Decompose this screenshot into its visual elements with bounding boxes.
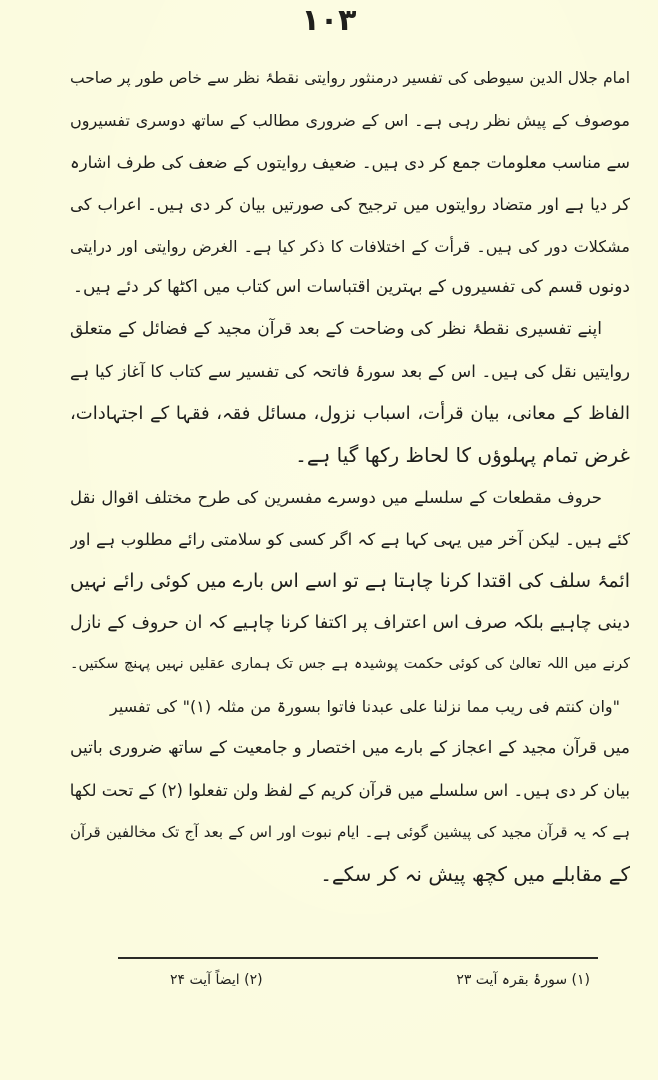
text-line: امام جلال الدین سیوطی کی تفسیر درمنثور روایتی نقطۂ نظر سے خاص طور پر صاحب <box>70 69 630 87</box>
text-line: الفاظ کے معانی، بیان قرأت، اسباب نزول، مسائل فقہ، فقہا کے اجتہادات، <box>70 403 630 425</box>
text-line: موصوف کے پیش نظر رہی ہے۔ اس کے ضروری مطالب کے ساتھ دوسری تفسیروں <box>70 110 630 130</box>
text-line: مشکلات دور کی ہیں۔ قرأت کے اختلافات کا ذکر کیا ہے۔ الغرض روایتی اور درایتی <box>70 236 630 256</box>
text-line: ائمۂ سلف کی اقتدا کرنا چاہتا ہے تو اسے اس بارے میں کوئی رائے نہیں <box>70 569 630 592</box>
footnote-1: (۱) سورۂ بقرہ آیت ۲۳ <box>456 972 590 988</box>
text-line: دونوں قسم کی تفسیروں کے بہترین اقتباسات اس کتاب میں اکٹھا کر دئے ہیں۔ <box>73 277 630 298</box>
footnote-2: (۲) ایضاً آیت ۲۴ <box>170 972 263 988</box>
text-line: میں قرآن مجید کے اعجاز کے بارے میں اختصار و جامعیت کے ساتھ ضروری باتیں <box>70 738 630 759</box>
text-line: دینی چاہیے بلکہ صرف اس اعتراف پر اکتفا کرنا چاہیے کہ ان حروف کے نازل <box>70 612 630 633</box>
text-line: سے مناسب معلومات جمع کر دی ہیں۔ ضعیف روایتوں کے ضعف کی طرف اشارہ <box>70 152 630 172</box>
page-body <box>70 58 630 896</box>
footnote-divider <box>118 957 598 959</box>
text-line: ہے کہ یہ قرآن مجید کی پیشین گوئی ہے۔ ایام نبوت اور اس کے بعد آج تک مخالفین قرآن <box>70 823 630 842</box>
text-line: کرنے میں اللہ تعالیٰ کی کوئی حکمت پوشیدہ ہے جس تک ہماری عقلیں نہیں پہنچ سکتیں۔ <box>70 656 630 673</box>
page-number: ١٠٣ <box>301 3 357 38</box>
text-line: بیان کر دی ہیں۔ اس سلسلے میں قرآن کریم کے لفظ ولن تفعلوا (۲) کے تحت لکھا <box>70 781 630 801</box>
text-line: غرض تمام پہلوؤں کا لحاظ رکھا گیا ہے۔ <box>295 443 630 468</box>
text-line: اپنے تفسیری نقطۂ نظر کی وضاحت کے بعد قرآن مجید کے فضائل کے متعلق <box>70 319 602 340</box>
text-line: حروف مقطعات کے سلسلے میں دوسرے مفسرین کی طرح مختلف اقوال نقل <box>70 487 602 507</box>
footnotes <box>170 968 590 992</box>
text-line: کے مقابلے میں کچھ پیش نہ کر سکے۔ <box>320 861 630 886</box>
text-line: روایتیں نقل کی ہیں۔ اس کے بعد سورۂ فاتحہ کی تفسیر سے کتاب کا آغاز کیا ہے <box>70 362 630 382</box>
text-line: کئے ہیں۔ لیکن آخر میں یہی کہا ہے کہ اگر کسی کو سلامتی رائے مطلوب ہے اور <box>70 529 630 549</box>
quranic-quote-line: "وان کنتم فی ریب مما نزلنا علی عبدنا فاتوا بسورۃ من مثلہ (۱)" کی تفسیر <box>110 697 620 717</box>
text-line: کر دیا ہے اور متضاد روایتوں میں ترجیح کی صورتیں بیان کر دی ہیں۔ اعراب کی <box>70 194 630 214</box>
